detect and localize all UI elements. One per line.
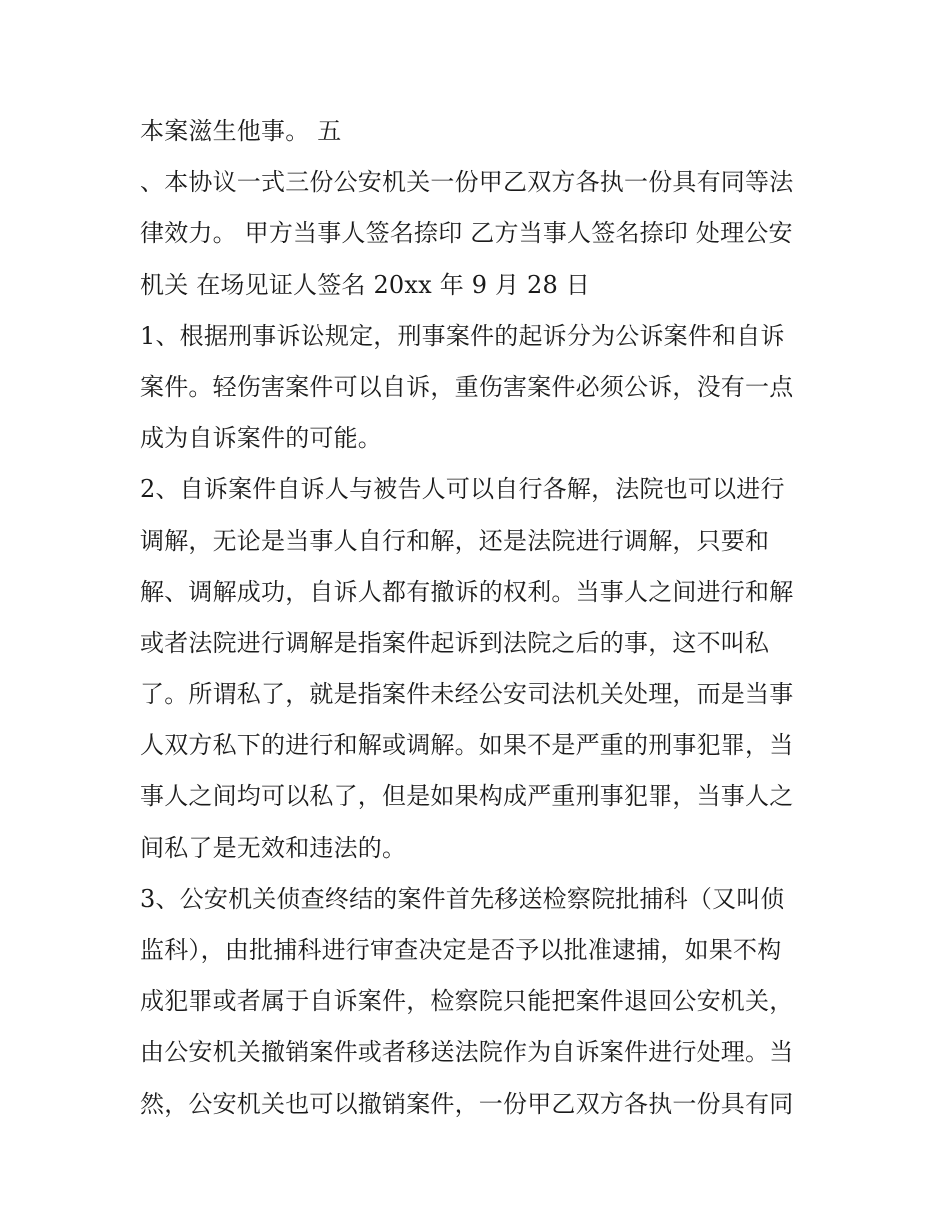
text-line: 然，公安机关也可以撤销案件，一份甲乙双方各执一份具有同 [140,1089,794,1118]
text-line: 成犯罪或者属于自诉案件，检察院只能把案件退回公安机关， [140,987,794,1016]
text-line: 解、调解成功，自诉人都有撤诉的权利。当事人之间进行和解 [140,577,794,606]
text-line: 成为自诉案件的可能。 [140,424,382,453]
text-line: 案件。轻伤害案件可以自诉，重伤害案件必须公诉，没有一点 [140,372,794,401]
text-line: 1、根据刑事诉讼规定，刑事案件的起诉分为公诉案件和自诉 [140,321,785,350]
text-line: 监科），由批捕科进行审查决定是否予以批准逮捕，如果不构 [140,936,782,964]
text-line: 或者法院进行调解是指案件起诉到法院之后的事，这不叫私 [140,628,770,657]
text-line: 3、公安机关侦查终结的案件首先移送检察院批捕科（又叫侦 [140,884,785,913]
text-line: 律效力。 甲方当事人签名捺印 乙方当事人签名捺印 处理公安 [140,219,793,248]
text-line: 事人之间均可以私了，但是如果构成严重刑事犯罪，当事人之 [140,782,794,811]
text-line: 2、自诉案件自诉人与被告人可以自行各解，法院也可以进行 [140,475,785,504]
text-line: 由公安机关撤销案件或者移送法院作为自诉案件进行处理。当 [140,1038,794,1067]
text-line: 人双方私下的进行和解或调解。如果不是严重的刑事犯罪，当 [140,731,794,760]
document-body [140,106,820,1130]
text-line: 调解，无论是当事人自行和解，还是法院进行调解，只要和 [140,526,770,555]
text-line: 机关 在场见证人签名 20xx 年 9 月 28 日 [140,270,591,299]
text-line: 本案滋生他事。 五 [140,117,342,145]
text-line: 间私了是无效和违法的。 [140,833,407,862]
text-line: 、本协议一式三份公安机关一份甲乙双方各执一份具有同等法 [140,168,794,197]
text-line: 了。所谓私了，就是指案件未经公安司法机关处理，而是当事 [140,680,794,709]
